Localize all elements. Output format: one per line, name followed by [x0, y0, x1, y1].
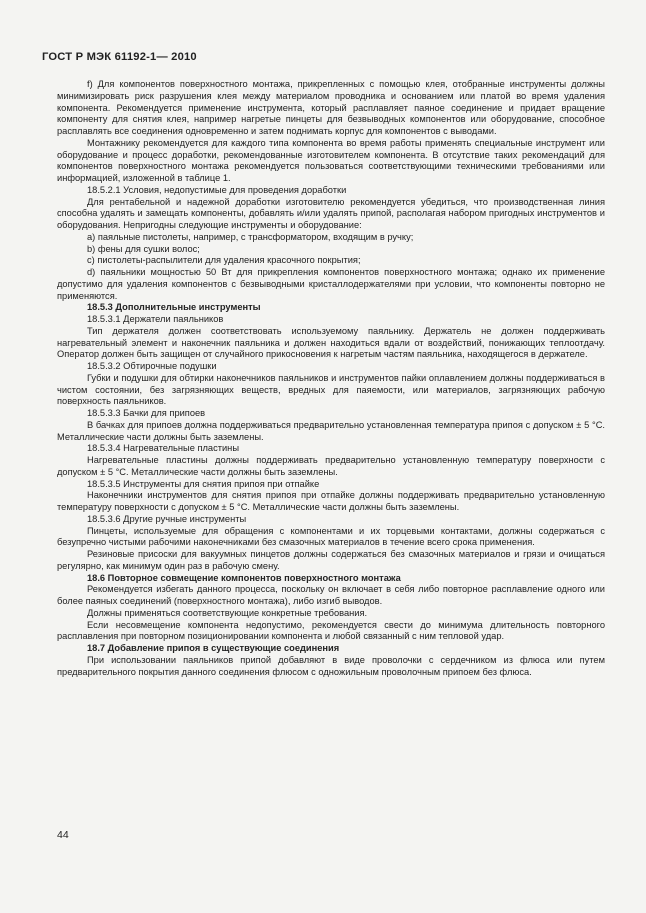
list-item-d: d) паяльники мощностью 50 Вт для прикрепления компонентов поверхностного монтажа; однако их применение допустимо для удаления компонентов с безвыводными кристаллодержателями при условии, что компоненты повторно не применяются.	[57, 267, 605, 301]
page-number: 44	[57, 829, 69, 841]
subsection-heading-18-5-3-5: 18.5.3.5 Инструменты для снятия припоя при отпайке	[87, 478, 320, 489]
paragraph-rework-conditions: Для рентабельной и надежной доработки изготовителю рекомендуется убедиться, что производственная линия способна удалять и замещать компоненты, добавлять и/или удалять припой, располагая набором пригодных инструментов и оборудования. Непригодны следующие инструменты и оборудование:	[57, 196, 605, 230]
subsection-heading-18-5-3-4: 18.5.3.4 Нагревательные пластины	[87, 443, 240, 454]
section-heading-18-5-3: 18.5.3 Дополнительные инструменты	[87, 302, 261, 313]
subsection-heading-18-5-3-2: 18.5.3.2 Обтирочные подушки	[87, 361, 217, 371]
paragraph-adding-solder: При использовании паяльников припой добавляют в виде проволочки с сердечником из флюса или путем предварительного покрытия данного соединения флюсом с одножильным проволочным припоем без флюса.	[57, 654, 605, 677]
paragraph-requirements: Должны применяться соответствующие конкретные требования.	[87, 607, 368, 618]
paragraph-recommendation: Монтажнику рекомендуется для каждого типа компонента во время работы применять специальные инструмент или оборудование и процесс доработки, рекомендованные изготовителем компонента. В отсутствие таких рекомендаций для компонентов поверхностного монтажа рекомендуется пользоваться соответствующими техническими требованиями или информацией, изложенной в таблице 1.	[57, 137, 605, 183]
paragraph-wiping-pads: Губки и подушки для обтирки наконечников паяльников и инструментов пайки оплавлением должны поддерживаться в чистом состоянии, без загрязняющих веществ, вредных для паяемости, или материалов, загрязняющих рабочую поверхность паяльников.	[57, 372, 605, 407]
section-heading-18-6: 18.6 Повторное совмещение компонентов поверхностного монтажа	[87, 572, 401, 583]
document-header: ГОСТ Р МЭК 61192-1— 2010	[42, 51, 197, 63]
subsection-heading-18-5-3-1: 18.5.3.1 Держатели паяльников	[87, 314, 224, 324]
list-item-b: b) фены для сушки волос;	[87, 243, 200, 254]
subsection-heading-18-5-2-1: 18.5.2.1 Условия, недопустимые для проведения доработки	[87, 184, 347, 195]
paragraph-solder-pots: В бачках для припоев должна поддерживаться предварительно установленная температура припоя с допуском ± 5 °С. Металлические части должны быть заземлены.	[57, 419, 605, 442]
list-item-c: c) пистолеты-распылители для удаления красочного покрытия;	[87, 255, 361, 266]
paragraph-vacuum-cups: Резиновые присоски для вакуумных пинцетов должны содержаться без смазочных материалов и грязи и очищаться регулярно, как минимум один раз в рабочую смену.	[57, 549, 605, 571]
paragraph-hot-plates: Нагревательные пластины должны поддерживать предварительно установленную температуру поверхности с допуском ± 5 °С. Металлические части должны быть заземлены.	[57, 455, 605, 477]
list-item-a: a) паяльные пистолеты, например, с трансформатором, входящим в ручку;	[87, 231, 414, 242]
paragraph-desoldering-tools: Наконечники инструментов для снятия припоя при отпайке должны поддерживать предварительно установленную температуру поверхности с допуском ± 5 °С. Металлические части должны быть заземлены.	[57, 490, 605, 512]
document-body	[57, 79, 605, 678]
paragraph-item-f: f) Для компонентов поверхностного монтажа, прикрепленных с помощью клея, отобранные инструменты должны минимизировать риск разрушения клея между материалом проводника и основанием или платой во время удаления компонента. Рекомендуется применение инструмента, который расплавляет паяное соединение и придает вращение компоненту для снятия клея, например нагретые пинцеты для безвыводных компонентов или оборудование, способное расплавлять все соединения одновременно и затем поднимать корпус для компонентов с выводами.	[57, 79, 605, 136]
paragraph-iron-holders: Тип держателя должен соответствовать используемому паяльнику. Держатель не должен поддерживать нагревательный элемент и наконечник паяльника и должен находиться вдали от воздействий, понижающих теплоотдачу. Оператор должен быть защищен от случайного прикосновения к нагретым частям паяльника, находящегося в держателе.	[57, 325, 605, 360]
paragraph-realignment: Рекомендуется избегать данного процесса, поскольку он включает в себя либо повторное расплавление одного или более паяных соединений (поверхностного монтажа), либо изгиб выводов.	[57, 584, 605, 606]
paragraph-misalignment: Если несовмещение компонента недопустимо, рекомендуется свести до минимума длительность повторного расплавления при повторном позиционировании компонента и любой связанный с ним тепловой удар.	[57, 619, 605, 642]
section-heading-18-7: 18.7 Добавление припоя в существующие соединения	[87, 643, 340, 653]
subsection-heading-18-5-3-6: 18.5.3.6 Другие ручные инструменты	[87, 513, 247, 524]
subsection-heading-18-5-3-3: 18.5.3.3 Бачки для припоев	[87, 408, 206, 418]
paragraph-tweezers: Пинцеты, используемые для обращения с компонентами и их торцевыми контактами, должны содержаться с безупречно чистыми рабочими наконечниками без смазочных материалов в течение всего срока применения.	[57, 525, 605, 548]
